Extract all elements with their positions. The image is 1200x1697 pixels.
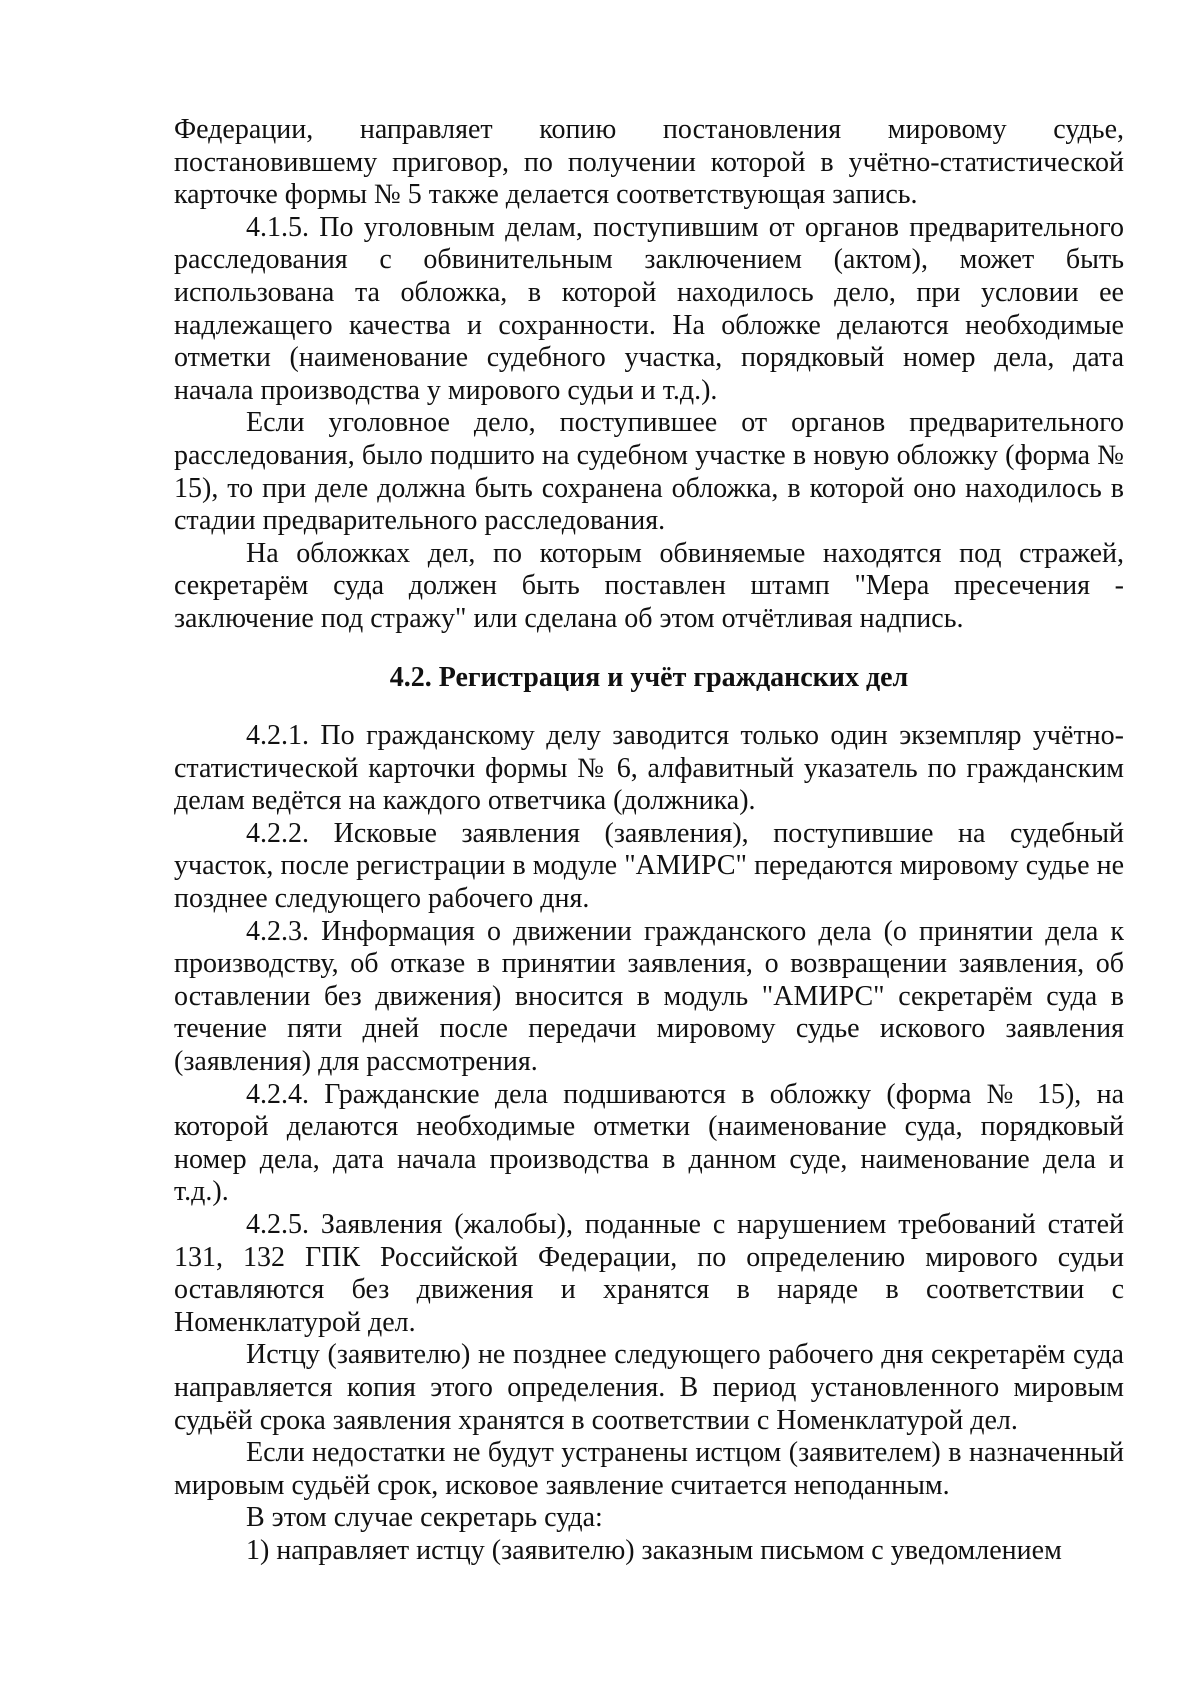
paragraph-4-1-5: 4.1.5. По уголовным делам, поступившим от органов предварительного расследования с обвинительным заключением (актом), может быть использована та обложка, в которой находилось дело, при условии ее надлежащего качества и сохранности. На обложке делаются необходимые отметки (наименование судебного участка, порядковый номер дела, дата начала производства у мирового судьи и т.д.).: [174, 211, 1124, 406]
paragraph-secretary-case: В этом случае секретарь суда:: [246, 1502, 603, 1534]
paragraph-4-2-1: 4.2.1. По гражданскому делу заводится только один экземпляр учётно-статистической карточки формы № 6, алфавитный указатель по гражданским делам ведётся на каждого ответчика (должника).: [174, 720, 1124, 817]
paragraph-4-2-3: 4.2.3. Информация о движении гражданского дела (о принятии дела к производству, об отказе в принятии заявления, о возвращении заявления, об оставлении без движения) вносится в модуль "АМИРС" секретарём суда в течение пяти дней после передачи мировому судье искового заявления (заявления) для рассмотрения.: [174, 915, 1124, 1078]
section-heading-4-2: 4.2. Регистрация и учёт гражданских дел: [389, 661, 909, 693]
paragraph-custody-stamp: На обложках дел, по которым обвиняемые находятся под стражей, секретарём суда должен быть поставлен штамп "Мера пресечения - заключение под стражу" или сделана об этом отчётливая надпись.: [174, 537, 1124, 634]
paragraph-new-cover: Если уголовное дело, поступившее от органов предварительного расследования, было подшито на судебном участке в новую обложку (форма № 15), то при деле должна быть сохранена обложка, в которой оно находилось в стадии предварительного расследования.: [174, 407, 1124, 537]
list-item-1: 1) направляет истцу (заявителю) заказным письмом с уведомлением: [246, 1534, 1062, 1566]
paragraph-plaintiff-copy: Истцу (заявителю) не позднее следующего рабочего дня секретарём суда направляется копия этого определения. В период установленного мировым судьёй срока заявления хранятся в соответствии с Номенклатурой дел.: [174, 1339, 1124, 1436]
paragraph-deficiencies: Если недостатки не будут устранены истцом (заявителем) в назначенный мировым судьёй срок, исковое заявление считается неподанным.: [174, 1437, 1124, 1501]
document-body: [174, 114, 1124, 1568]
paragraph-4-2-4: 4.2.4. Гражданские дела подшиваются в обложку (форма № 15), на которой делаются необходимые отметки (наименование суда, порядковый номер дела, дата начала производства в данном суде, наименование дела и т.д.).: [174, 1078, 1124, 1208]
paragraph-4-2-2: 4.2.2. Исковые заявления (заявления), поступившие на судебный участок, после регистрации в модуле "АМИРС" передаются мировому судье не позднее следующего рабочего дня.: [174, 817, 1124, 915]
paragraph-federation-continuation: Федерации, направляет копию постановления мировому судье, постановившему приговор, по получении которой в учётно-статистической карточке формы № 5 также делается соответствующая запись.: [174, 114, 1124, 211]
paragraph-4-2-5: 4.2.5. Заявления (жалобы), поданные с нарушением требований статей 131, 132 ГПК Российской Федерации, по определению мирового судьи оставляются без движения и хранятся в наряде в соответствии с Номенклатурой дел.: [174, 1209, 1124, 1338]
